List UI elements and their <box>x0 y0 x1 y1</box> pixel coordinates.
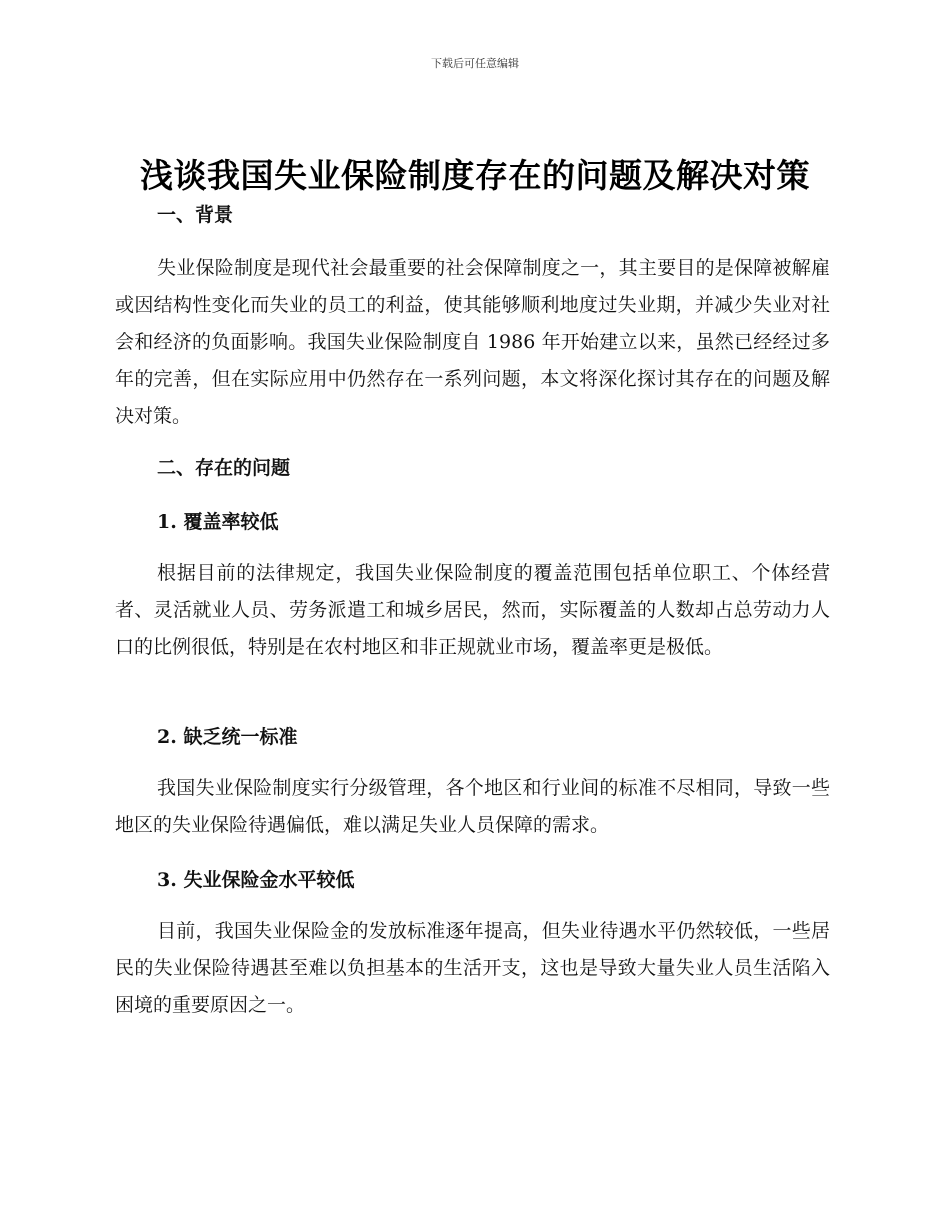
subheading-standards: 2. 缺乏统一标准 <box>157 726 298 748</box>
subheading-benefit-level: 3. 失业保险金水平较低 <box>157 869 355 891</box>
section-heading-problems: 二、存在的问题 <box>157 457 291 479</box>
section-heading-background: 一、背景 <box>157 204 234 226</box>
document-title: 浅谈我国失业保险制度存在的问题及解决对策 <box>140 156 810 195</box>
paragraph-coverage: 根据目前的法律规定，我国失业保险制度的覆盖范围包括单位职工、个体经营者、灵活就业人员、劳务派遣工和城乡居民，然而，实际覆盖的人数却占总劳动力人口的比例很低，特别是在农村地区和非正规就业市场，覆盖率更是极低。 <box>115 562 830 658</box>
header-note: 下载后可任意编辑 <box>431 57 519 70</box>
paragraph-standards: 我国失业保险制度实行分级管理，各个地区和行业间的标准不尽相同，导致一些地区的失业保险待遇偏低，难以满足失业人员保障的需求。 <box>115 777 830 836</box>
paragraph-benefit-level: 目前，我国失业保险金的发放标准逐年提高，但失业待遇水平仍然较低，一些居民的失业保险待遇甚至难以负担基本的生活开支，这也是导致大量失业人员生活陷入困境的重要原因之一。 <box>115 920 830 1016</box>
paragraph-background: 失业保险制度是现代社会最重要的社会保障制度之一，其主要目的是保障被解雇或因结构性变化而失业的员工的利益，使其能够顺利地度过失业期，并减少失业对社会和经济的负面影响。我国失业保险制度自 1986 年开始建立以来，虽然已经经过多年的完善，但在实际应用中仍然存在一系列问题，本文将深化探讨其存在的问题及解决对策。 <box>115 257 830 427</box>
subheading-coverage: 1. 覆盖率较低 <box>157 511 279 533</box>
